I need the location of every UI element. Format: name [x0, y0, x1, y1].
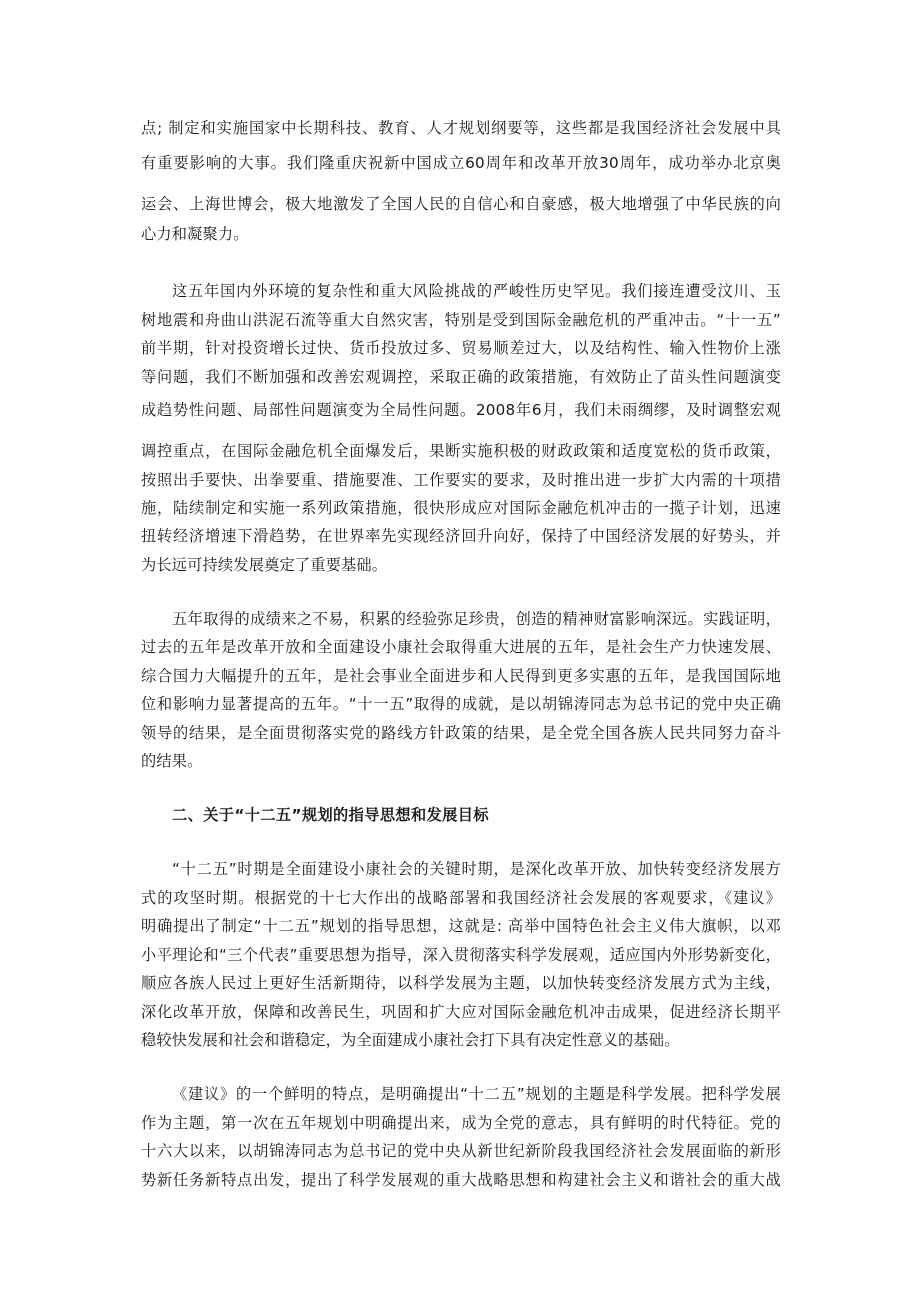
text-line: 明确提出了制定“十二五”规划的指导思想，这就是: 高举中国特色社会主义伟大旗帜，以邓 — [141, 917, 781, 935]
text-line: 过去的五年是改革开放和全面建设小康社会取得重大进展的五年，是社会生产力快速发展、 — [141, 638, 781, 656]
text-line: 《建议》的一个鲜明的特点，是明确提出“十二五”规划的主题是科学发展。把科学发展 — [172, 1085, 781, 1103]
text-line: 为长远可持续发展奠定了重要基础。 — [141, 556, 388, 574]
text-line: 心力和凝聚力。 — [141, 225, 249, 243]
text-line: 领导的结果，是全面贯彻落实党的路线方针政策的结果，是全党全国各族人民共同努力奋斗 — [141, 724, 781, 742]
text-line: 作为主题，第一次在五年规划中明确提出来，成为全党的意志，具有鲜明的时代特征。党的 — [141, 1114, 781, 1132]
text-line: 式的攻坚时期。根据党的十七大作出的战略部署和我国经济社会发展的客观要求，《建议》 — [141, 889, 781, 907]
text-line: 的结果。 — [141, 752, 203, 770]
text-line: 调控重点，在国际金融危机全面爆发后，果断实施积极的财政政策和适度宽松的货币政策， — [141, 442, 781, 460]
text-line: 十六大以来，以胡锦涛同志为总书记的党中央从新世纪新阶段我国经济社会发展面临的新形 — [141, 1142, 781, 1160]
text-line: 综合国力大幅提升的五年，是社会事业全面进步和人民得到更多实惠的五年，是我国国际地 — [141, 667, 781, 685]
text-line: 成趋势性问题、局部性问题演变为全局性问题。2008年6月，我们未雨绸缪，及时调整宏观 — [141, 401, 781, 419]
text-line: 按照出手要快、出拳要重、措施要准、工作要实的要求，及时推出进一步扩大内需的十项措 — [141, 471, 781, 489]
text-line: 深化改革开放，保障和改善民生，巩固和扩大应对国际金融危机冲击成果，促进经济长期平 — [141, 1003, 781, 1021]
text-line: 树地震和舟曲山洪泥石流等重大自然灾害，特别是受到国际金融危机的严重冲击。“十一五” — [141, 311, 781, 329]
text-line: 五年取得的成绩来之不易，积累的经验弥足珍贵，创造的精神财富影响深远。实践证明， — [172, 610, 781, 628]
text-line: 点; 制定和实施国家中长期科技、教育、人才规划纲要等，这些都是我国经济社会发展中具 — [141, 119, 781, 137]
text-line: 有重要影响的大事。我们隆重庆祝新中国成立60周年和改革开放30周年，成功举办北京奥 — [141, 154, 781, 172]
text-line: 运会、上海世博会，极大地激发了全国人民的自信心和自豪感，极大地增强了中华民族的向 — [141, 195, 781, 213]
text-line: 位和影响力显著提高的五年。“十一五”取得的成就，是以胡锦涛同志为总书记的党中央正确 — [141, 695, 781, 713]
text-line: 施，陆续制定和实施一系列政策措施，很快形成应对国际金融危机冲击的一揽子计划，迅速 — [141, 499, 781, 517]
text-line: 稳较快发展和社会和谐稳定，为全面建成小康社会打下具有决定性意义的基础。 — [141, 1031, 680, 1049]
text-line: 扭转经济增速下滑趋势，在世界率先实现经济回升向好，保持了中国经济发展的好势头，并 — [141, 527, 781, 545]
section-heading: 二、关于“十二五”规划的指导思想和发展目标 — [172, 806, 489, 824]
text-line: 前半期，针对投资增长过快、货币投放过多、贸易顺差过大，以及结构性、输入性物价上涨 — [141, 339, 781, 357]
text-line: 等问题，我们不断加强和改善宏观调控，采取正确的政策措施，有效防止了苗头性问题演变 — [141, 368, 781, 386]
text-line: 势新任务新特点出发，提出了科学发展观的重大战略思想和构建社会主义和谐社会的重大战 — [141, 1171, 781, 1189]
text-line: 这五年国内外环境的复杂性和重大风险挑战的严峻性历史罕见。我们接连遭受汶川、玉 — [172, 282, 781, 300]
text-line: “十二五”时期是全面建设小康社会的关键时期，是深化改革开放、加快转变经济发展方 — [172, 860, 781, 878]
text-line: 顺应各族人民过上更好生活新期待，以科学发展为主题，以加快转变经济发展方式为主线， — [141, 974, 781, 992]
text-line: 小平理论和“三个代表”重要思想为指导，深入贯彻落实科学发展观，适应国内外形势新变化， — [141, 946, 781, 964]
